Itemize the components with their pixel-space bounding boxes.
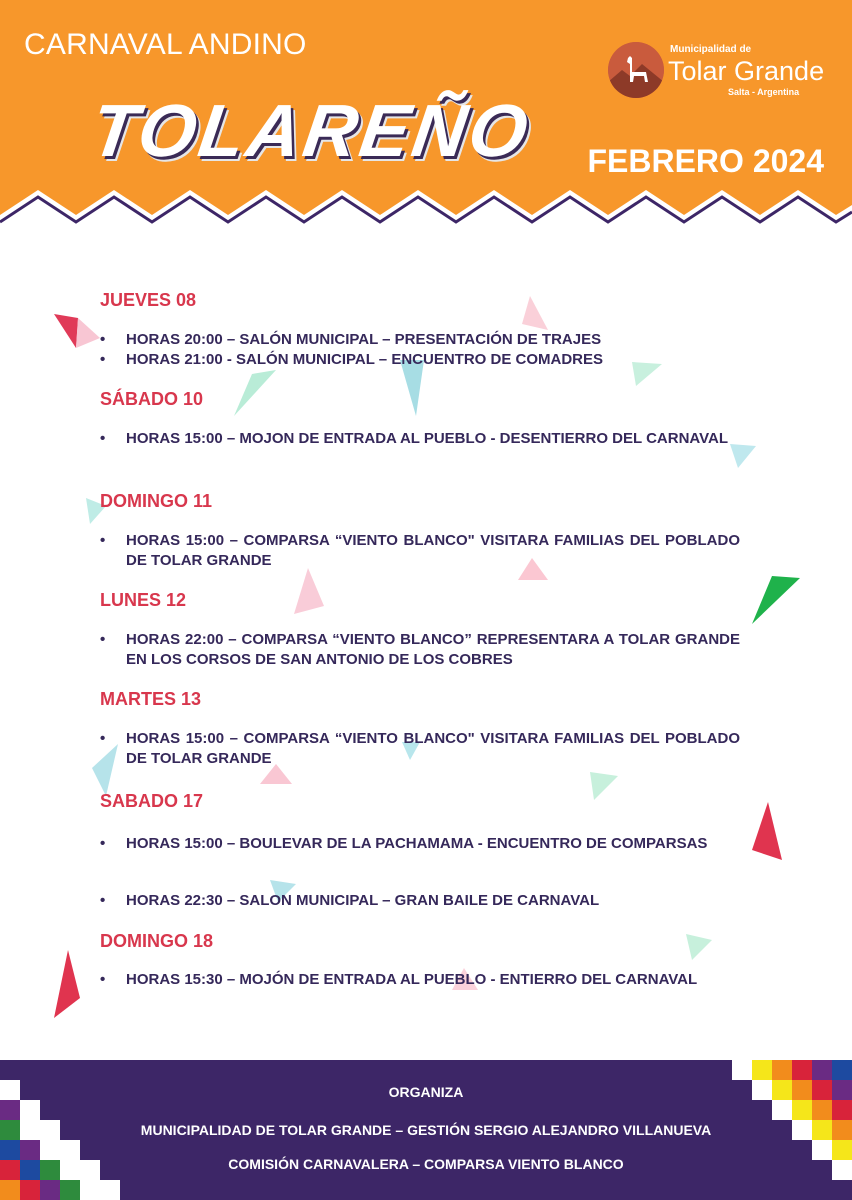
confetti-triangle [588, 770, 620, 802]
bullet: • [100, 532, 106, 549]
bullet: • [100, 430, 106, 447]
logo-text-salta: Salta - Argentina [728, 87, 800, 97]
municipality-logo [608, 42, 828, 106]
schedule-item: • HORAS 22:30 – SALON MUNICIPAL – GRAN BAILE DE CARNAVAL [100, 892, 600, 909]
event-date: FEBRERO 2024 [587, 143, 824, 179]
confetti-triangle [750, 800, 784, 870]
event-title: TOLAREÑO [86, 89, 536, 172]
confetti-triangle [684, 932, 714, 962]
schedule-item: • HORAS 22:00 – COMPARSA “VIENTO BLANCO” REPRESENTARA A TOLAR GRANDE EN LOS CORSOS DE SAN ANTONIO DE LOS COBRES [100, 631, 740, 668]
day-heading: JUEVES 08 [100, 290, 197, 310]
schedule-item: • HORAS 15:30 – MOJÓN DE ENTRADA AL PUEBLO - ENTIERRO DEL CARNAVAL [100, 971, 698, 988]
day-heading: LUNES 12 [100, 590, 187, 610]
bullet: • [100, 835, 106, 852]
schedule-item: • HORAS 20:00 – SALÓN MUNICIPAL – PRESENTACIÓN DE TRAJES [100, 331, 602, 348]
llama-emblem-icon [608, 42, 664, 98]
bullet: • [100, 971, 106, 988]
footer-organizer-line-1: MUNICIPALIDAD DE TOLAR GRANDE – GESTIÓN SERGIO ALEJANDRO VILLANUEVA [140, 1122, 712, 1138]
bullet: • [100, 351, 106, 368]
bullet: • [100, 331, 106, 348]
footer-organiza-label: ORGANIZA [388, 1084, 464, 1100]
schedule-item: • HORAS 15:00 – MOJON DE ENTRADA AL PUEBLO - DESENTIERRO DEL CARNAVAL [100, 430, 729, 447]
footer-organizer-line-2: COMISIÓN CARNAVALERA – COMPARSA VIENTO BLANCO [228, 1156, 624, 1172]
schedule-item: • HORAS 21:00 - SALÓN MUNICIPAL – ENCUENTRO DE COMADRES [100, 351, 603, 368]
bullet: • [100, 730, 106, 747]
bullet: • [100, 892, 106, 909]
zigzag-border [0, 185, 852, 255]
confetti-triangle [520, 294, 550, 334]
day-heading: DOMINGO 18 [100, 931, 214, 951]
logo-text-municipalidad: Municipalidad de [670, 44, 752, 55]
wiphala-pattern-left [0, 1060, 130, 1200]
wiphala-pattern-right [712, 1060, 852, 1200]
confetti-triangle [750, 574, 802, 626]
day-heading: MARTES 13 [100, 689, 202, 709]
schedule-item: • HORAS 15:00 – COMPARSA “VIENTO BLANCO" VISITARA FAMILIAS DEL POBLADO DE TOLAR GRANDE [100, 532, 740, 569]
confetti-triangle [292, 566, 326, 616]
logo-text-tolar-grande: Tolar Grande [668, 56, 825, 86]
header-banner [0, 0, 852, 255]
day-heading: DOMINGO 11 [100, 491, 213, 511]
day-heading: SÁBADO 10 [100, 389, 204, 409]
confetti-triangle [52, 948, 82, 1020]
day-heading: SABADO 17 [100, 791, 204, 811]
schedule-item: • HORAS 15:00 – BOULEVAR DE LA PACHAMAMA - ENCUENTRO DE COMPARSAS [100, 835, 708, 852]
bullet: • [100, 631, 106, 648]
confetti-triangle [230, 368, 280, 420]
schedule-item: • HORAS 15:00 – COMPARSA “VIENTO BLANCO" VISITARA FAMILIAS DEL POBLADO DE TOLAR GRANDE [100, 730, 740, 767]
event-subtitle: CARNAVAL ANDINO [24, 28, 307, 61]
confetti-triangle [52, 312, 102, 352]
